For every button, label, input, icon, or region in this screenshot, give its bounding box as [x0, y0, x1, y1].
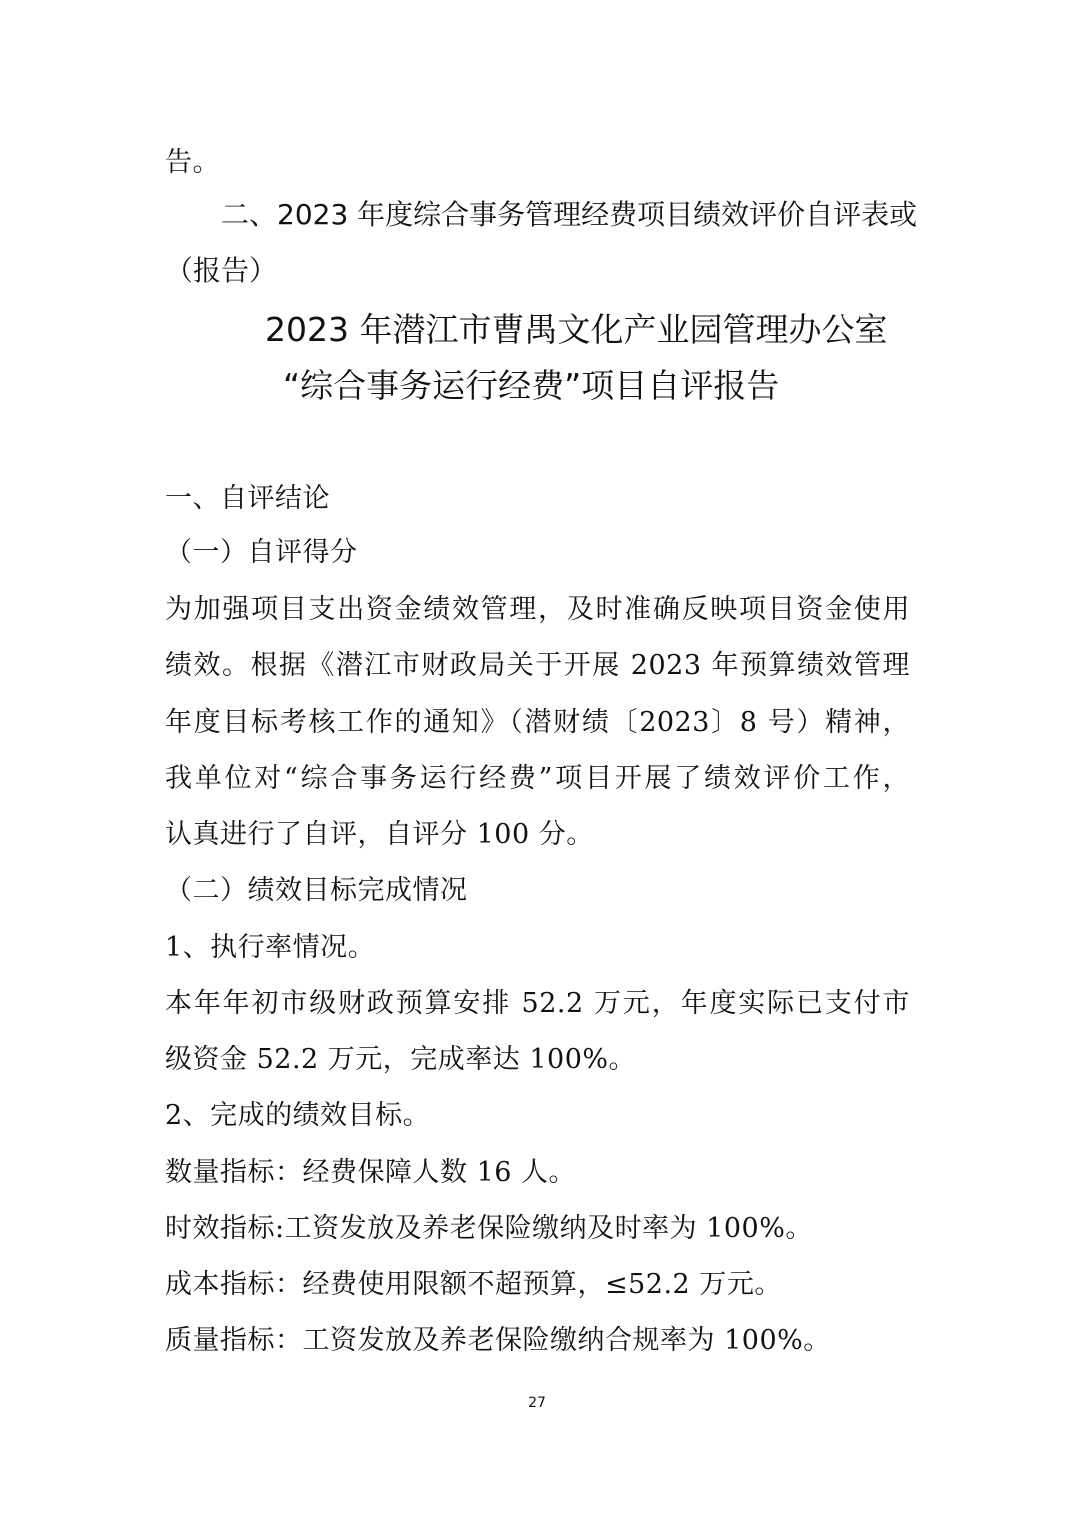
paragraph-subheading-goals: （二）绩效目标完成情况 [165, 875, 468, 906]
indicator-quantity: 数量指标：经费保障人数 16 人。 [165, 1157, 577, 1188]
section-heading-line-1: 二、2023 年度综合事务管理经费项目绩效评价自评表或 [221, 198, 918, 231]
paragraph-line: 级资金 52.2 万元，完成率达 100%。 [165, 1044, 637, 1075]
paragraph-heading-conclusion: 一、自评结论 [165, 483, 330, 514]
paragraph-line: 认真进行了自评，自评分 100 分。 [165, 819, 594, 850]
paragraph-subheading-score: （一）自评得分 [165, 537, 358, 568]
report-title-line-2: “综合事务运行经费”项目自评报告 [283, 366, 780, 405]
paragraph-line: 2、完成的绩效目标。 [165, 1100, 431, 1131]
report-title-line-1: 2023 年潜江市曹禺文化产业园管理办公室 [265, 310, 888, 349]
paragraph-line: 绩效。根据《潜江市财政局关于开展 2023 年预算绩效管理 [165, 650, 910, 681]
continuation-text: 告。 [165, 147, 220, 178]
section-heading-line-2: （报告） [165, 254, 278, 287]
paragraph-line: 1、执行率情况。 [165, 932, 376, 963]
indicator-quality: 质量指标：工资发放及养老保险缴纳合规率为 100%。 [165, 1325, 831, 1356]
paragraph-line: 为加强项目支出资金绩效管理，及时准确反映项目资金使用 [165, 594, 910, 625]
indicator-timeliness: 时效指标:工资发放及养老保险缴纳及时率为 100%。 [165, 1213, 813, 1244]
paragraph-line: 年度目标考核工作的通知》（潜财绩〔2023〕8 号）精神， [165, 707, 910, 738]
paragraph-line: 我单位对“综合事务运行经费”项目开展了绩效评价工作， [165, 763, 910, 794]
page-number: 27 [528, 1395, 546, 1411]
paragraph-line: 本年年初市级财政预算安排 52.2 万元，年度实际已支付市 [165, 988, 910, 1019]
indicator-cost: 成本指标：经费使用限额不超预算，≤52.2 万元。 [165, 1269, 782, 1300]
